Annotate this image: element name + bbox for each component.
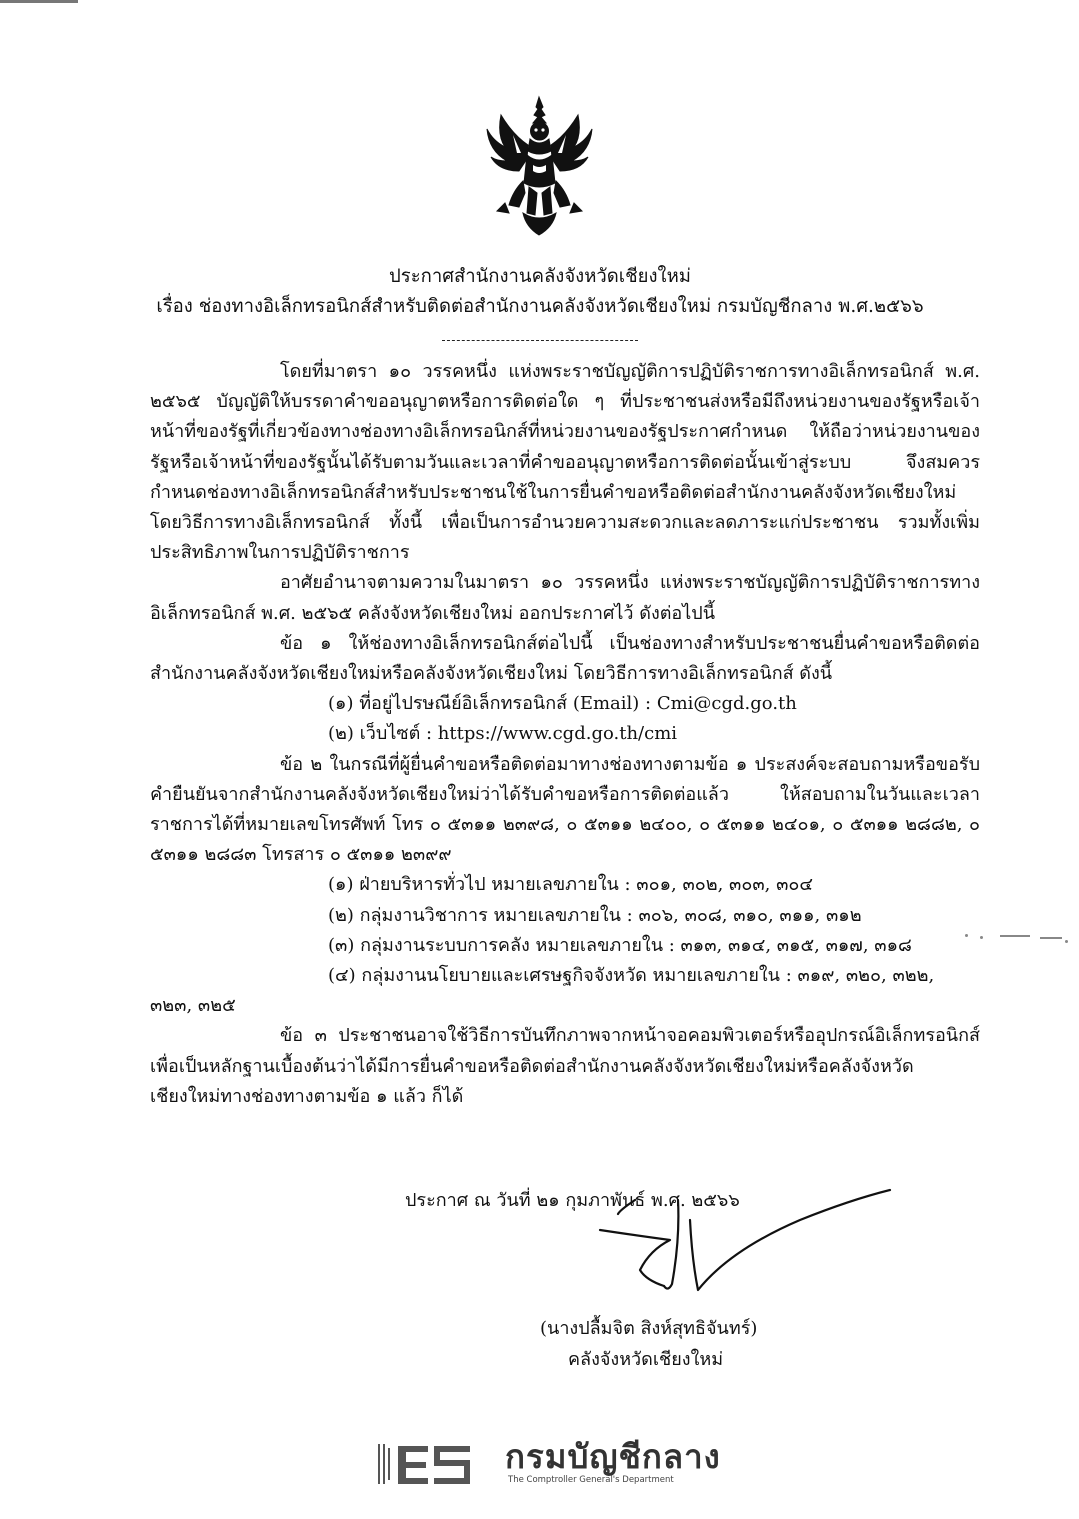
paragraph-preamble: โดยที่มาตรา ๑๐ วรรคหนึ่ง แห่งพระราชบัญญัติการปฏิบัติราชการทางอิเล็กทรอนิกส์ พ.ศ. ๒๕๖๕ บัญญัติให้บรรดาคำขออนุญาตหรือการติดต่อใด ๆ ที่ประชาชนส่งหรือมีถึงหน่วยงานของรัฐหรือเจ้าหน้าที่ของรัฐที่เกี่ยวข้องทางช่องทางอิเล็กทรอนิกส์ที่หน่วยงานของรัฐประกาศกำหนด ให้ถือว่าหน่วยงานของรัฐหรือเจ้าหน้าที่ของรัฐนั้นได้รับตามวันและเวลาที่คำขออนุญาตหรือการติดต่อนั้นเข้าสู่ระบบ จึงสมควรกำหนดช่องทางอิเล็กทรอนิกส์สำหรับประชาชนใช้ในการยื่นคำขอหรือติดต่อสำนักงานคลังจังหวัดเชียงใหม่ โดยวิธีการทางอิเล็กทรอนิกส์ ทั้งนี้ เพื่อเป็นการอำนวยความสะดวกและลดภาระแก่ประชาชน รวมทั้งเพิ่มประสิทธิภาพในการปฏิบัติราชการ — [150, 361, 980, 564]
announcement-subject: เรื่อง ช่องทางอิเล็กทรอนิกส์สำหรับติดต่อสำนักงานคลังจังหวัดเชียงใหม่ กรมบัญชีกลาง พ.ศ.๒๕๖๖ — [156, 296, 924, 317]
extension-policy: (๔) กลุ่มงานนโยบายและเศรษฐกิจจังหวัด หมายเลขภายใน : ๓๑๙, ๓๒๐, ๓๒๒, — [328, 965, 935, 987]
extension-academic: (๒) กลุ่มงานวิชาการ หมายเลขภายใน : ๓๐๖, ๓๐๘, ๓๑๐, ๓๑๑, ๓๑๒ — [328, 904, 862, 926]
footer-org-name-en: The Comptroller General's Department — [508, 1475, 674, 1485]
clause-2: ข้อ ๒ ในกรณีที่ผู้ยื่นคำขอหรือติดต่อมาทางช่องทางตามข้อ ๑ ประสงค์จะสอบถามหรือขอรับคำยืนยันจากสำนักงานคลังจังหวัดเชียงใหม่ว่าได้รับคำขอหรือการติดต่อแล้ว ให้สอบถามในวันและเวลาราชการได้ที่หมายเลขโทรศัพท์ โทร ๐ ๕๓๑๑ ๒๓๙๘, ๐ ๕๓๑๑ ๒๔๐๐, ๐ ๕๓๑๑ ๒๔๐๑, ๐ ๕๓๑๑ ๒๘๘๒, ๐ ๕๓๑๑ ๒๘๘๓ โทรสาร ๐ ๕๓๑๑ ๒๓๙๙ — [150, 753, 980, 866]
channel-website: (๒) เว็บไซต์ : https://www.cgd.go.th/cmi — [328, 723, 678, 745]
announcement-date: ประกาศ ณ วันที่ ๒๑ กุมภาพันธ์ พ.ศ. ๒๕๖๖ — [405, 1190, 740, 1211]
extension-policy-cont: ๓๒๓, ๓๒๕ — [150, 995, 236, 1017]
announcement-body — [150, 357, 980, 1112]
signer-name: (นางปลื้มจิต สิงห์สุทธิจันทร์) — [540, 1318, 758, 1339]
clause-3: ข้อ ๓ ประชาชนอาจใช้วิธีการบันทึกภาพจากหน้าจอคอมพิวเตอร์หรืออุปกรณ์อิเล็กทรอนิกส์เพื่อเป็นหลักฐานเบื้องต้นว่าได้มีการยื่นคำขอหรือติดต่อสำนักงานคลังจังหวัดเชียงใหม่หรือคลังจังหวัดเชียงใหม่ทางช่องทางตามข้อ ๑ แล้ว ก็ได้ — [150, 1025, 980, 1107]
title-divider — [442, 340, 638, 341]
signer-block — [540, 1313, 757, 1375]
scan-edge-mark — [0, 0, 78, 3]
signer-position: คลังจังหวัดเชียงใหม่ — [568, 1349, 724, 1370]
paragraph-authority: อาศัยอำนาจตามความในมาตรา ๑๐ วรรคหนึ่ง แห่งพระราชบัญญัติการปฏิบัติราชการทางอิเล็กทรอนิกส์ พ.ศ. ๒๕๖๕ คลังจังหวัดเชียงใหม่ ออกประกาศไว้ ดังต่อไปนี้ — [150, 572, 980, 624]
cgd-logo-icon — [376, 1440, 474, 1490]
extension-treasury: (๓) กลุ่มงานระบบการคลัง หมายเลขภายใน : ๓๑๓, ๓๑๔, ๓๑๕, ๓๑๗, ๓๑๘ — [328, 934, 912, 956]
channel-email: (๑) ที่อยู่ไปรษณีย์อิเล็กทรอนิกส์ (Email) : Cmi@cgd.go.th — [328, 693, 797, 715]
extension-admin: (๑) ฝ่ายบริหารทั่วไป หมายเลขภายใน : ๓๐๑, ๓๐๒, ๓๐๓, ๓๐๔ — [328, 874, 814, 896]
garuda-emblem-icon — [483, 95, 596, 237]
announcement-title: ประกาศสำนักงานคลังจังหวัดเชียงใหม่ — [389, 266, 691, 287]
scan-margin-mark — [960, 930, 1072, 950]
handwritten-signature — [580, 1180, 910, 1320]
footer-org-name: กรมบัญชีกลาง — [505, 1437, 721, 1476]
clause-1: ข้อ ๑ ให้ช่องทางอิเล็กทรอนิกส์ต่อไปนี้ เป็นช่องทางสำหรับประชาชนยื่นคำขอหรือติดต่อสำนักงานคลังจังหวัดเชียงใหม่หรือคลังจังหวัดเชียงใหม่ โดยวิธีการทางอิเล็กทรอนิกส์ ดังนี้ — [150, 632, 980, 685]
